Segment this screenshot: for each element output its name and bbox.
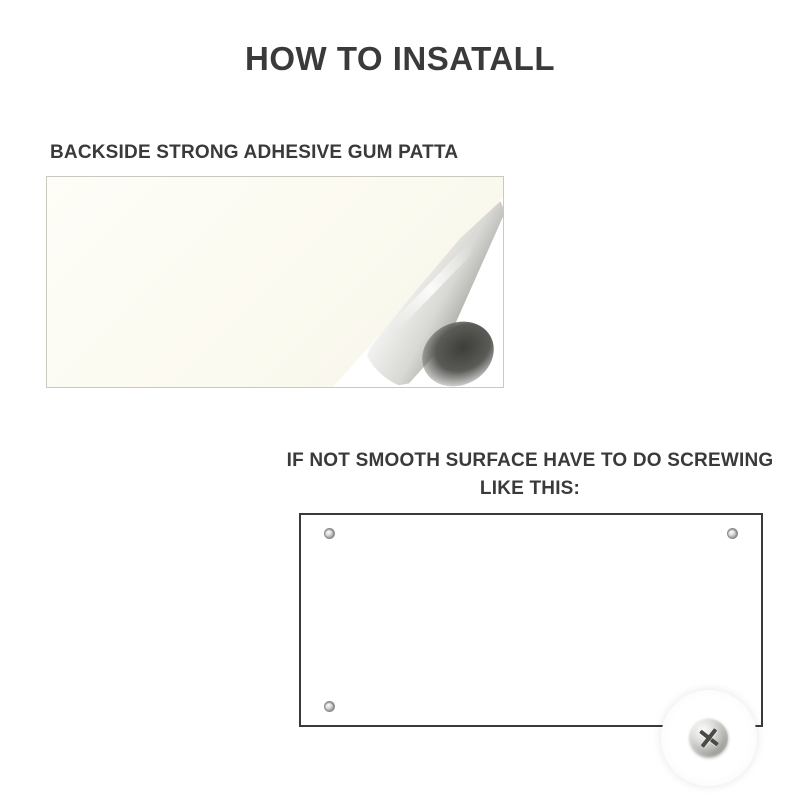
screwing-section-label: IF NOT SMOOTH SURFACE HAVE TO DO SCREWING LIKE THIS: (286, 450, 774, 499)
screw-icon (690, 719, 728, 757)
screw-hole-icon (727, 528, 738, 539)
adhesive-section-label: BACKSIDE STRONG ADHESIVE GUM PATTA (50, 142, 459, 163)
adhesive-panel (46, 176, 504, 388)
screw-hole-icon (324, 528, 335, 539)
page-title: HOW TO INSATALL (245, 40, 555, 77)
screw-callout (661, 690, 757, 786)
screw-hole-icon (324, 701, 335, 712)
